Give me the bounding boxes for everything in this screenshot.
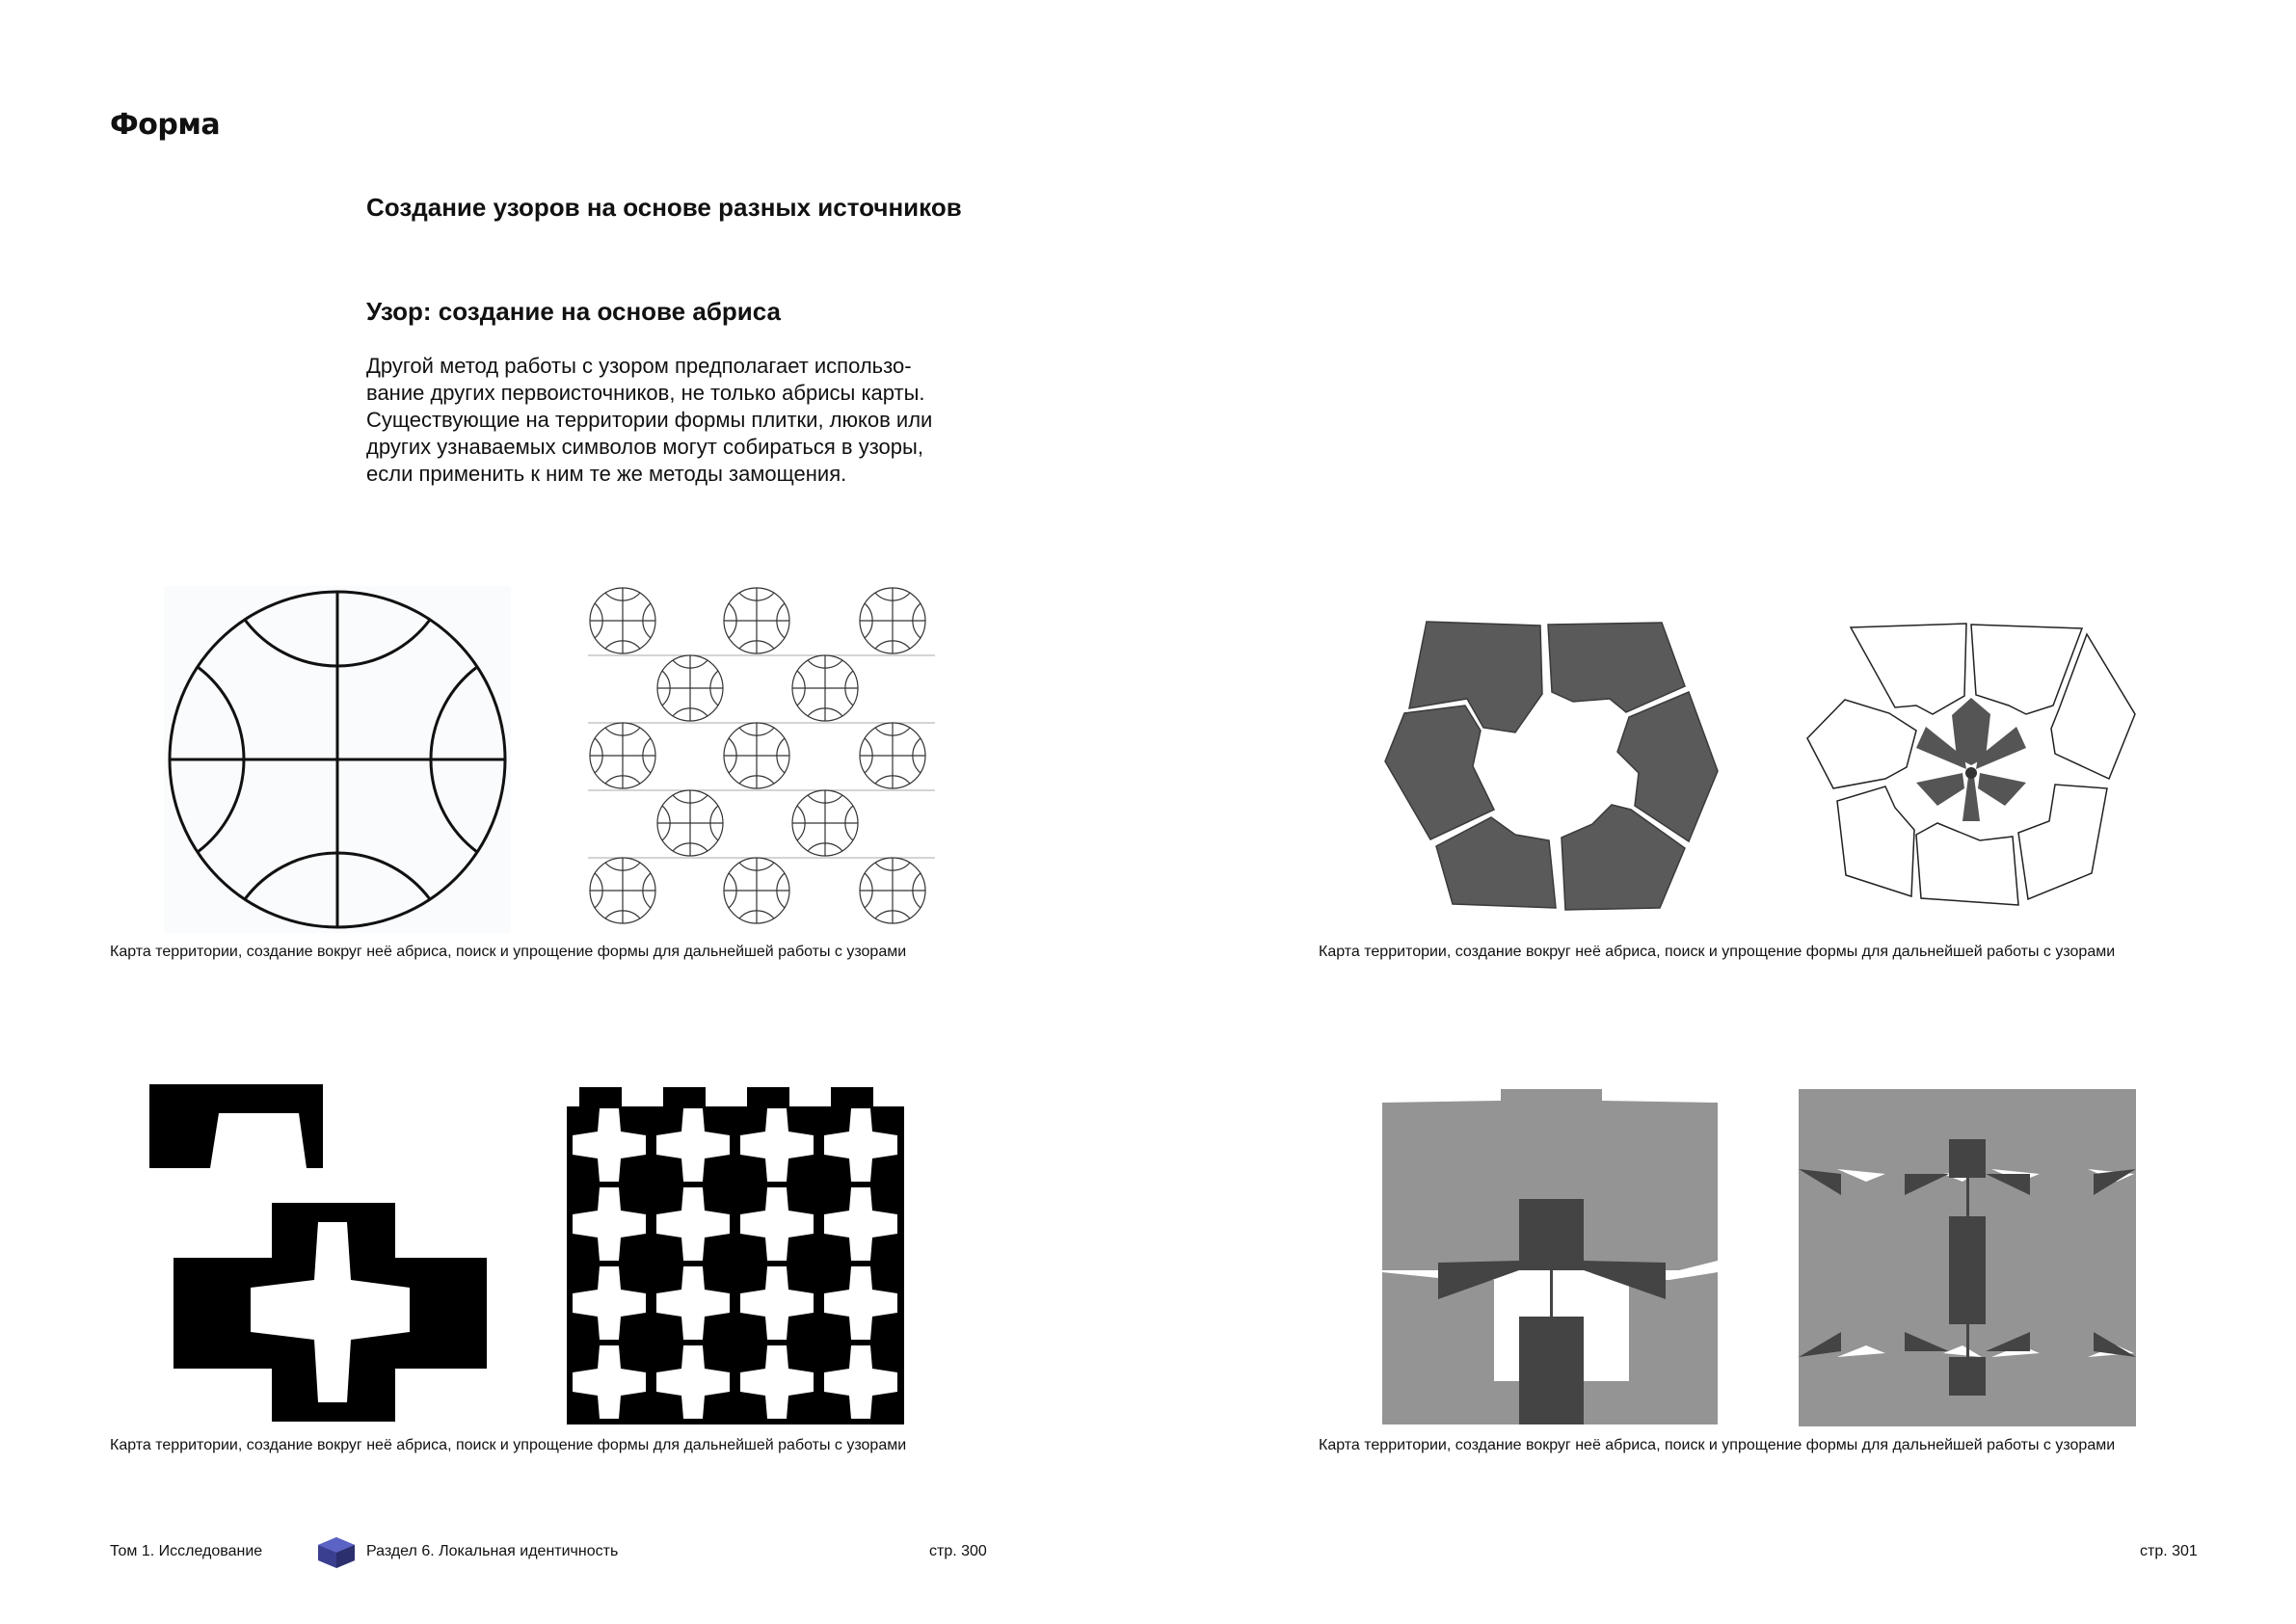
figure-caption: Карта территории, создание вокруг неё абриса, поиск и упрощение формы для дальнейшей работы с узорами xyxy=(110,944,907,960)
sub-heading: Узор: создание на основе абриса xyxy=(366,297,781,326)
figure-caption: Карта территории, создание вокруг неё абриса, поиск и упрощение формы для дальнейшей работы с узорами xyxy=(110,1437,907,1453)
footer-volume: Том 1. Исследование xyxy=(110,1543,263,1559)
body-line: если применить к ним те же методы замощения. xyxy=(366,462,847,486)
outline-hexagon-figure xyxy=(1802,623,2140,921)
pattern-tile xyxy=(792,655,858,721)
page-number-left: стр. 300 xyxy=(929,1543,987,1559)
gray-pattern-figure xyxy=(1799,1089,2136,1426)
pattern-tile xyxy=(860,723,925,788)
logo-cube-icon xyxy=(316,1535,357,1570)
pattern-tile xyxy=(590,858,655,923)
figure-caption: Карта территории, создание вокруг неё абриса, поиск и упрощение формы для дальнейшей работы с узорами xyxy=(1319,944,2116,960)
black-pattern-figure xyxy=(567,1087,904,1424)
black-cross-figure xyxy=(145,1079,492,1426)
section-title: Форма xyxy=(110,108,221,142)
body-line: Другой метод работы с узором предполагает использо- xyxy=(366,354,912,378)
dark-hexagon-figure xyxy=(1380,617,1727,916)
pattern-tile xyxy=(860,858,925,923)
page-number-right: стр. 301 xyxy=(2140,1543,2198,1559)
pattern-tile xyxy=(590,723,655,788)
pattern-tile xyxy=(724,858,789,923)
body-line: Существующие на территории формы плитки, люков или xyxy=(366,408,933,432)
pattern-tile xyxy=(724,588,789,653)
figure-caption: Карта территории, создание вокруг неё абриса, поиск и упрощение формы для дальнейшей работы с узорами xyxy=(1319,1437,2116,1453)
pattern-tile xyxy=(657,790,723,856)
pattern-tile xyxy=(657,655,723,721)
footer-section: Раздел 6. Локальная идентичность xyxy=(366,1543,619,1559)
body-paragraph xyxy=(366,353,983,488)
body-line: других узнаваемых символов могут собираться в узоры, xyxy=(366,435,923,459)
pattern-tile xyxy=(860,588,925,653)
circle-pattern-figure xyxy=(588,586,935,933)
gray-shape-figure xyxy=(1380,1087,1727,1426)
main-heading: Создание узоров на основе разных источников xyxy=(366,193,962,222)
circle-abris-figure xyxy=(164,586,511,933)
pattern-tile xyxy=(590,588,655,653)
pattern-tile xyxy=(792,790,858,856)
pattern-tile xyxy=(724,723,789,788)
body-line: вание других первоисточников, не только абрисы карты. xyxy=(366,381,925,405)
